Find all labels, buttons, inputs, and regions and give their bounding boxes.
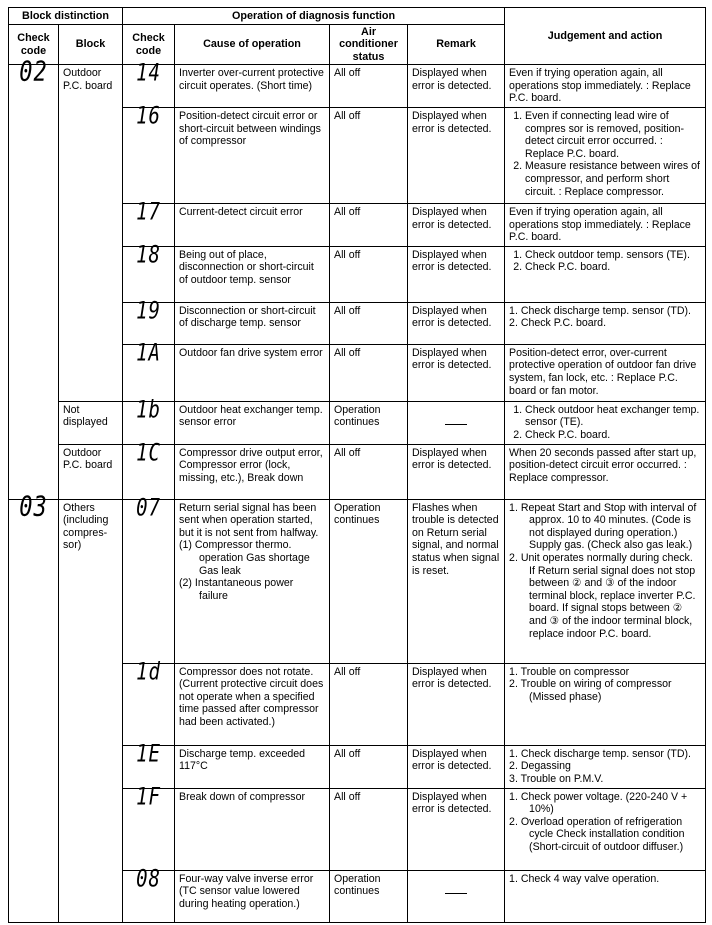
block-not-displayed: Not displayed xyxy=(59,401,123,444)
check-code-1d: 1d xyxy=(123,663,175,745)
check-code-16: 16 xyxy=(123,108,175,204)
cause-intro: Return serial signal has been sent when operation started, but it is not sent from halfway. xyxy=(179,501,319,539)
status-cell: Operation continues xyxy=(330,870,408,922)
judge-item: 2. Unit operates normally during check. If Return serial signal does not stop between ② and ③ of the indoor terminal block, replace inverter P.C. board. If signal stops between ② and ③ of the indoor terminal block, replace indoor P.C. board. xyxy=(509,551,696,640)
judge-cell xyxy=(505,302,706,344)
judge-item: 1. Check discharge temp. sensor (TD). xyxy=(509,304,691,317)
block-others: Others (including compres- sor) xyxy=(59,499,123,922)
table-row xyxy=(9,65,706,108)
cause-cell: Compressor does not rotate. (Current protective circuit does not operate when a specified time passed after compressor had been activated.) xyxy=(175,663,330,745)
group-code-03: 03 xyxy=(9,499,59,922)
judge-item: 2. Measure resistance between wires of compressor, and perform short circuit. : Replace compressor. xyxy=(525,160,701,198)
header-ac-status: Air conditioner status xyxy=(330,25,408,65)
check-code-1f: 1F xyxy=(123,788,175,870)
header-check-code: Check code xyxy=(9,25,59,65)
status-cell: All off xyxy=(330,745,408,788)
status-cell: All off xyxy=(330,65,408,108)
dash-mark xyxy=(445,424,467,425)
cause-cell: Four-way valve inverse error (TC sensor value lowered during heating operation.) xyxy=(175,870,330,922)
check-code-19: 19 xyxy=(123,302,175,344)
check-code-1c: 1C xyxy=(123,444,175,499)
judge-cell: 1. Check 4 way valve operation. xyxy=(505,870,706,922)
block-outdoor-pc-board: Outdoor P.C. board xyxy=(59,65,123,402)
cause-cell: Inverter over-current protective circuit operates. (Short time) xyxy=(175,65,330,108)
remark-cell: Flashes when trouble is detected on Return serial signal, and normal status when signal is reset. xyxy=(408,499,505,663)
cause-cell: Outdoor fan drive system error xyxy=(175,344,330,401)
status-cell: All off xyxy=(330,302,408,344)
status-cell: All off xyxy=(330,108,408,204)
judge-item: 2. Overload operation of refrigeration cycle Check installation condition (Short-circuit of outdoor diffuser.) xyxy=(509,815,685,853)
remark-cell: Displayed when error is detected. xyxy=(408,745,505,788)
table-row xyxy=(9,444,706,499)
judge-item: 3. Trouble on P.M.V. xyxy=(509,772,604,785)
remark-cell xyxy=(408,401,505,444)
remark-cell xyxy=(408,870,505,922)
judge-item: 1. Check outdoor temp. sensors (TE). xyxy=(525,249,701,262)
header-cause: Cause of operation xyxy=(175,25,330,65)
block-outdoor-pc-board-2: Outdoor P.C. board xyxy=(59,444,123,499)
judge-cell: Position-detect error, over-current protective operation of outdoor fan drive system, fan lock, etc. : Replace P.C. board or fan motor. xyxy=(505,344,706,401)
status-cell: All off xyxy=(330,204,408,247)
check-code-1b: 1b xyxy=(123,401,175,444)
check-code-1a: 1A xyxy=(123,344,175,401)
dash-mark xyxy=(445,893,467,894)
judge-cell xyxy=(505,108,706,204)
judge-cell xyxy=(505,401,706,444)
cause-cell: Compressor drive output error, Compressor error (lock, missing, etc.), Break down xyxy=(175,444,330,499)
judge-cell xyxy=(505,499,706,663)
remark-cell: Displayed when error is detected. xyxy=(408,246,505,302)
cause-cell: Break down of compressor xyxy=(175,788,330,870)
judge-cell: When 20 seconds passed after start up, position-detect circuit error occurred. : Replace compressor. xyxy=(505,444,706,499)
judge-item: 2. Check P.C. board. xyxy=(509,317,607,330)
judge-cell xyxy=(505,745,706,788)
judge-item: 1. Check outdoor heat exchanger temp. sensor (TE). xyxy=(525,404,701,429)
remark-cell: Displayed when error is detected. xyxy=(408,788,505,870)
cause-cell: Disconnection or short-circuit of discharge temp. sensor xyxy=(175,302,330,344)
judge-cell xyxy=(505,663,706,745)
remark-cell: Displayed when error is detected. xyxy=(408,302,505,344)
cause-item: (2) Instantaneous power failure xyxy=(179,577,294,602)
header-block-distinction: Block distinction xyxy=(9,8,123,25)
judge-cell: Even if trying operation again, all operations stop immediately. : Replace P.C. board. xyxy=(505,204,706,247)
cause-cell: Current-detect circuit error xyxy=(175,204,330,247)
remark-cell: Displayed when error is detected. xyxy=(408,204,505,247)
judge-item: 2. Degassing xyxy=(509,760,571,773)
remark-cell: Displayed when error is detected. xyxy=(408,108,505,204)
remark-cell: Displayed when error is detected. xyxy=(408,344,505,401)
cause-item: (1) Compressor thermo. operation Gas shortage Gas leak xyxy=(179,539,310,577)
judge-item: 1. Trouble on compressor xyxy=(509,665,630,678)
check-code-18: 18 xyxy=(123,246,175,302)
cause-cell: Outdoor heat exchanger temp. sensor error xyxy=(175,401,330,444)
judge-cell: Even if trying operation again, all operations stop immediately. : Replace P.C. board. xyxy=(505,65,706,108)
header-operation-of-diagnosis: Operation of diagnosis function xyxy=(123,8,505,25)
check-code-14: 14 xyxy=(123,65,175,108)
judge-item: 1. Repeat Start and Stop with interval of approx. 10 to 40 minutes. (Code is not displayed during operation.) Supply gas. (Check also gas leak.) xyxy=(509,501,697,552)
judge-cell xyxy=(505,246,706,302)
check-code-07: 07 xyxy=(123,499,175,663)
remark-cell: Displayed when error is detected. xyxy=(408,65,505,108)
diagnosis-table xyxy=(8,7,706,923)
judge-item: 1. Check power voltage. (220-240 V + 10%) xyxy=(509,790,688,816)
judge-item: 2. Check P.C. board. xyxy=(525,261,701,274)
header-block: Block xyxy=(59,25,123,65)
check-code-08: 08 xyxy=(123,870,175,922)
status-cell: Operation continues xyxy=(330,401,408,444)
status-cell: All off xyxy=(330,444,408,499)
table-row xyxy=(9,401,706,444)
judge-item: 2. Trouble on wiring of compressor (Missed phase) xyxy=(509,678,672,703)
status-cell: All off xyxy=(330,788,408,870)
judge-item: 1. Check discharge temp. sensor (TD). xyxy=(509,747,691,760)
status-cell: Operation continues xyxy=(330,499,408,663)
remark-cell: Displayed when error is detected. xyxy=(408,663,505,745)
cause-cell: Discharge temp. exceeded 117°C xyxy=(175,745,330,788)
status-cell: All off xyxy=(330,246,408,302)
header-judgement-action: Judgement and action xyxy=(505,8,706,65)
cause-cell: Position-detect circuit error or short-circuit between windings of compressor xyxy=(175,108,330,204)
remark-cell: Displayed when error is detected. xyxy=(408,444,505,499)
table-row xyxy=(9,499,706,663)
check-code-17: 17 xyxy=(123,204,175,247)
judge-item: 2. Check P.C. board. xyxy=(525,429,701,442)
cause-cell: Being out of place, disconnection or short-circuit of outdoor temp. sensor xyxy=(175,246,330,302)
group-code-02: 02 xyxy=(9,65,59,499)
judge-cell xyxy=(505,788,706,870)
check-code-1e: 1E xyxy=(123,745,175,788)
status-cell: All off xyxy=(330,344,408,401)
header-check-code-2: Check code xyxy=(123,25,175,65)
status-cell: All off xyxy=(330,663,408,745)
cause-cell xyxy=(175,499,330,663)
header-remark: Remark xyxy=(408,25,505,65)
judge-item: 1. Even if connecting lead wire of compres sor is removed, position-detect circuit error occurred. : Replace P.C. board. xyxy=(525,110,701,160)
